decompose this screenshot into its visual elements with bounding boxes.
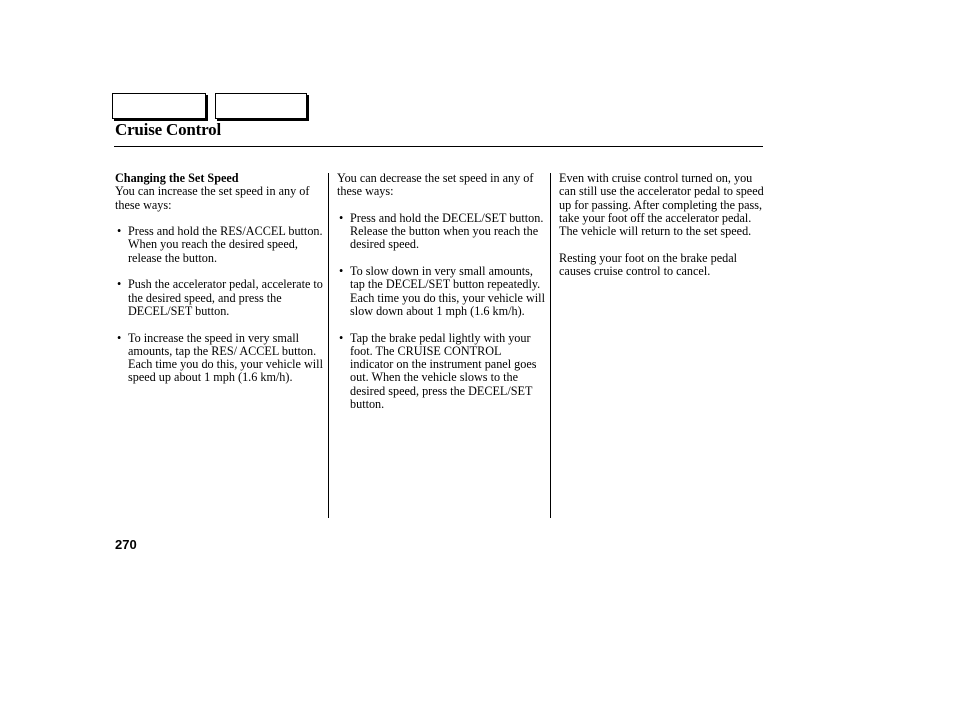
next-page-button[interactable] [215, 93, 307, 119]
intro-text: You can increase the set speed in any of these ways: [115, 184, 310, 212]
list-item: • To slow down in very small amounts, tap the DECEL/SET button repeatedly. Each time you do this, your vehicle will slow down about 1 mph (1.6 km/h). [337, 265, 545, 318]
section-heading: Changing the Set Speed [115, 171, 239, 185]
column-3 [559, 172, 769, 278]
bullet-list [337, 212, 545, 411]
list-item: • Tap the brake pedal lightly with your foot. The CRUISE CONTROL indicator on the instrument panel goes out. When the vehicle slows to the desired speed, press the DECEL/SET button. [337, 332, 545, 412]
page-number: 270 [115, 537, 137, 552]
page-title: Cruise Control [115, 120, 221, 139]
list-item: • To increase the speed in very small amounts, tap the RES/ ACCEL button. Each time you do this, your vehicle will speed up about 1 mph (1.6 km/h). [115, 332, 325, 385]
intro-text: You can decrease the set speed in any of these ways: [337, 171, 534, 199]
previous-page-button[interactable] [112, 93, 206, 119]
body-paragraph: Even with cruise control turned on, you can still use the accelerator pedal to speed up for passing. After completing the pass, take your foot off the accelerator pedal. The vehicle will return to the set speed. [559, 171, 764, 239]
bullet-list [115, 225, 325, 385]
list-item: • Press and hold the DECEL/SET button. Release the button when you reach the desired speed. [337, 212, 545, 252]
column-2 [337, 172, 545, 411]
list-item: • Push the accelerator pedal, accelerate to the desired speed, and press the DECEL/SET button. [115, 278, 325, 318]
body-paragraph: Resting your foot on the brake pedal causes cruise control to cancel. [559, 250, 738, 279]
column-1 [115, 172, 325, 385]
title-divider [114, 146, 763, 147]
list-item: • Press and hold the RES/ACCEL button. When you reach the desired speed, release the button. [115, 225, 325, 265]
column-divider [550, 173, 551, 518]
column-divider [328, 173, 329, 518]
